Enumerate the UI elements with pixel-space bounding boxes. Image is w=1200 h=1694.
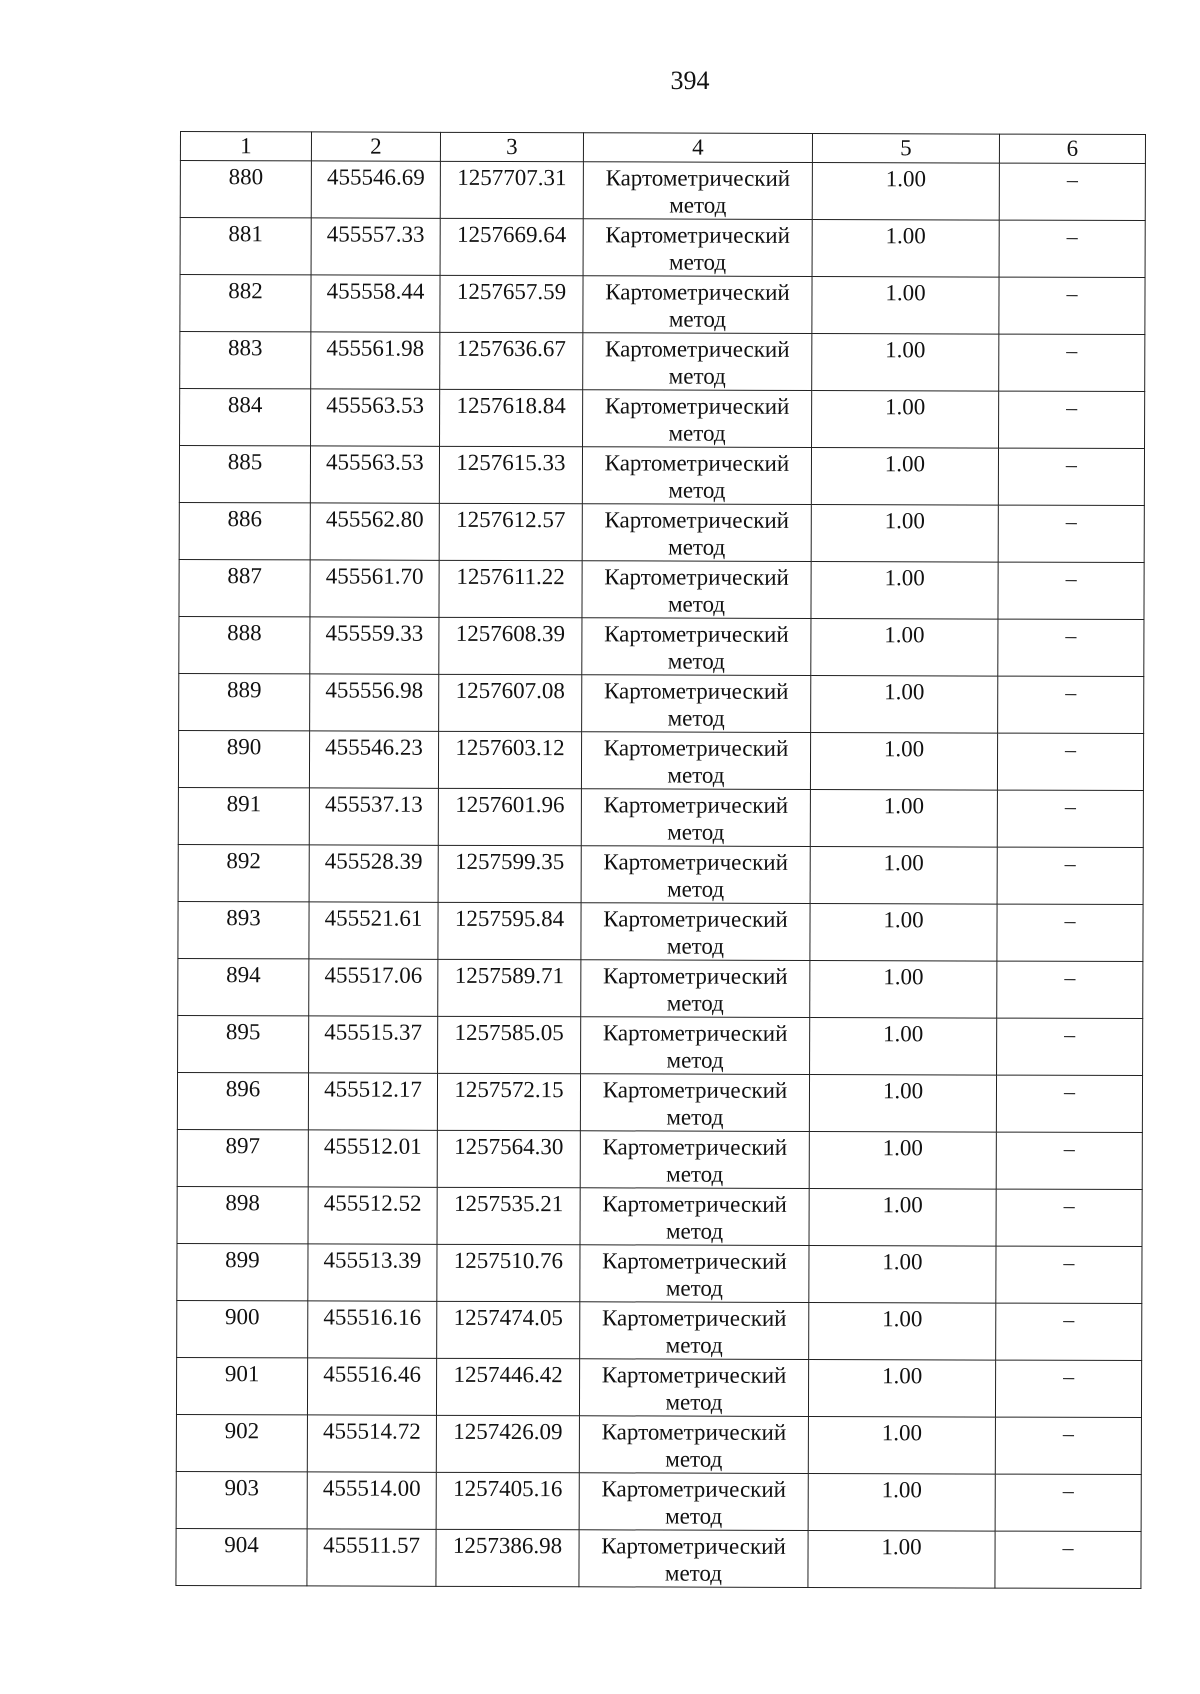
- point-number-cell: 894: [178, 958, 309, 1015]
- accuracy-cell: 1.00: [808, 1416, 995, 1474]
- x-coordinate-cell: 455521.61: [309, 902, 438, 959]
- x-coordinate-cell: 455563.53: [311, 389, 440, 446]
- x-coordinate-cell: 455517.06: [309, 959, 438, 1016]
- page-number: 394: [670, 66, 710, 95]
- y-coordinate-cell: 1257608.39: [439, 617, 582, 674]
- accuracy-cell: 1.00: [810, 846, 997, 904]
- y-coordinate-cell: 1257564.30: [437, 1130, 580, 1187]
- note-cell: –: [996, 1189, 1142, 1246]
- point-number-cell: 900: [177, 1300, 308, 1357]
- x-coordinate-cell: 455515.37: [309, 1016, 438, 1073]
- table-row: [179, 673, 1144, 733]
- method-cell: Картометрический метод: [583, 390, 812, 448]
- y-coordinate-cell: 1257405.16: [436, 1472, 579, 1529]
- x-coordinate-cell: 455546.23: [309, 731, 438, 788]
- note-cell: –: [995, 1531, 1141, 1588]
- accuracy-cell: 1.00: [811, 561, 998, 619]
- table-body: [176, 161, 1145, 1589]
- x-coordinate-cell: 455516.46: [307, 1358, 436, 1415]
- method-cell: Картометрический метод: [580, 1302, 809, 1360]
- table-row: [179, 616, 1144, 676]
- accuracy-cell: 1.00: [808, 1473, 995, 1531]
- x-coordinate-cell: 455557.33: [311, 218, 440, 275]
- accuracy-cell: 1.00: [810, 1017, 997, 1075]
- table-row: [178, 958, 1143, 1018]
- method-cell: Картометрический метод: [582, 675, 811, 733]
- x-coordinate-cell: 455562.80: [310, 503, 439, 560]
- y-coordinate-cell: 1257585.05: [438, 1016, 581, 1073]
- point-number-cell: 884: [180, 389, 311, 446]
- y-coordinate-cell: 1257572.15: [437, 1073, 580, 1130]
- point-number-cell: 902: [176, 1414, 307, 1471]
- x-coordinate-cell: 455512.01: [308, 1130, 437, 1187]
- y-coordinate-cell: 1257601.96: [438, 788, 581, 845]
- note-cell: –: [996, 1075, 1142, 1132]
- point-number-cell: 892: [178, 844, 309, 901]
- x-coordinate-cell: 455559.33: [310, 617, 439, 674]
- table-row: [179, 502, 1144, 562]
- x-coordinate-cell: 455516.16: [308, 1301, 437, 1358]
- note-cell: –: [999, 163, 1145, 220]
- table-row: [178, 901, 1143, 961]
- x-coordinate-cell: 455513.39: [308, 1244, 437, 1301]
- point-number-cell: 882: [180, 275, 311, 332]
- table-row: [180, 275, 1145, 335]
- accuracy-cell: 1.00: [809, 1302, 996, 1360]
- point-number-cell: 903: [176, 1471, 307, 1528]
- method-cell: Картометрический метод: [580, 1131, 809, 1189]
- note-cell: –: [995, 1360, 1141, 1417]
- point-number-cell: 896: [177, 1072, 308, 1129]
- x-coordinate-cell: 455546.69: [311, 161, 440, 218]
- method-cell: Картометрический метод: [580, 1074, 809, 1132]
- note-cell: –: [997, 733, 1143, 790]
- point-number-cell: 901: [176, 1357, 307, 1414]
- y-coordinate-cell: 1257510.76: [437, 1244, 580, 1301]
- column-header: 3: [440, 132, 583, 161]
- x-coordinate-cell: 455512.52: [308, 1187, 437, 1244]
- note-cell: –: [999, 391, 1145, 448]
- point-number-cell: 899: [177, 1243, 308, 1300]
- table-row: [180, 218, 1145, 278]
- note-cell: –: [998, 676, 1144, 733]
- accuracy-cell: 1.00: [809, 1074, 996, 1132]
- point-number-cell: 880: [180, 161, 311, 218]
- method-cell: Картометрический метод: [583, 276, 812, 334]
- table-row: [180, 332, 1145, 392]
- method-cell: Картометрический метод: [582, 618, 811, 676]
- x-coordinate-cell: 455514.72: [307, 1415, 436, 1472]
- y-coordinate-cell: 1257636.67: [440, 332, 583, 389]
- column-header: 1: [180, 132, 311, 161]
- table-row: [178, 1015, 1143, 1075]
- y-coordinate-cell: 1257707.31: [440, 161, 583, 218]
- y-coordinate-cell: 1257426.09: [436, 1415, 579, 1472]
- note-cell: –: [999, 334, 1145, 391]
- note-cell: –: [995, 1474, 1141, 1531]
- point-number-cell: 885: [179, 446, 310, 503]
- table-row: [180, 389, 1145, 449]
- method-cell: Картометрический метод: [582, 504, 811, 562]
- accuracy-cell: 1.00: [810, 789, 997, 847]
- accuracy-cell: 1.00: [812, 333, 999, 391]
- point-number-cell: 886: [179, 502, 310, 559]
- coordinates-table: [175, 131, 1146, 1589]
- x-coordinate-cell: 455512.17: [308, 1073, 437, 1130]
- note-cell: –: [996, 1303, 1142, 1360]
- point-number-cell: 881: [180, 218, 311, 275]
- point-number-cell: 889: [179, 673, 310, 730]
- note-cell: –: [998, 619, 1144, 676]
- y-coordinate-cell: 1257669.64: [440, 218, 583, 275]
- accuracy-cell: 1.00: [810, 903, 997, 961]
- y-coordinate-cell: 1257612.57: [439, 503, 582, 560]
- x-coordinate-cell: 455528.39: [309, 845, 438, 902]
- x-coordinate-cell: 455514.00: [307, 1472, 436, 1529]
- point-number-cell: 895: [178, 1015, 309, 1072]
- note-cell: –: [997, 847, 1143, 904]
- note-cell: –: [999, 220, 1145, 277]
- y-coordinate-cell: 1257618.84: [440, 389, 583, 446]
- y-coordinate-cell: 1257657.59: [440, 275, 583, 332]
- point-number-cell: 898: [177, 1186, 308, 1243]
- point-number-cell: 891: [178, 787, 309, 844]
- table-row: [178, 730, 1143, 790]
- table-row: [177, 1243, 1142, 1303]
- accuracy-cell: 1.00: [811, 618, 998, 676]
- column-header: 2: [311, 132, 440, 161]
- note-cell: –: [995, 1417, 1141, 1474]
- method-cell: Картометрический метод: [579, 1530, 808, 1588]
- method-cell: Картометрический метод: [581, 789, 810, 847]
- note-cell: –: [998, 505, 1144, 562]
- y-coordinate-cell: 1257603.12: [438, 731, 581, 788]
- accuracy-cell: 1.00: [810, 960, 997, 1018]
- method-cell: Картометрический метод: [583, 219, 812, 277]
- accuracy-cell: 1.00: [812, 390, 999, 448]
- method-cell: Картометрический метод: [582, 447, 811, 505]
- method-cell: Картометрический метод: [580, 1188, 809, 1246]
- note-cell: –: [998, 448, 1144, 505]
- method-cell: Картометрический метод: [580, 1245, 809, 1303]
- table-row: [179, 446, 1144, 506]
- note-cell: –: [999, 277, 1145, 334]
- y-coordinate-cell: 1257446.42: [436, 1358, 579, 1415]
- note-cell: –: [997, 961, 1143, 1018]
- note-cell: –: [996, 1132, 1142, 1189]
- accuracy-cell: 1.00: [811, 504, 998, 562]
- x-coordinate-cell: 455511.57: [307, 1529, 436, 1586]
- accuracy-cell: 1.00: [809, 1131, 996, 1189]
- table-row: [177, 1300, 1142, 1360]
- table-row: [176, 1357, 1141, 1417]
- point-number-cell: 890: [178, 730, 309, 787]
- x-coordinate-cell: 455556.98: [310, 674, 439, 731]
- note-cell: –: [998, 562, 1144, 619]
- table-row: [180, 161, 1145, 221]
- y-coordinate-cell: 1257474.05: [437, 1301, 580, 1358]
- y-coordinate-cell: 1257599.35: [438, 845, 581, 902]
- method-cell: Картометрический метод: [579, 1359, 808, 1417]
- table-row: [178, 844, 1143, 904]
- accuracy-cell: 1.00: [812, 162, 999, 220]
- table-row: [177, 1129, 1142, 1189]
- method-cell: Картометрический метод: [581, 846, 810, 904]
- accuracy-cell: 1.00: [808, 1359, 995, 1417]
- table-row: [176, 1528, 1141, 1588]
- y-coordinate-cell: 1257595.84: [438, 902, 581, 959]
- accuracy-cell: 1.00: [808, 1530, 995, 1588]
- point-number-cell: 904: [176, 1528, 307, 1585]
- point-number-cell: 887: [179, 559, 310, 616]
- accuracy-cell: 1.00: [809, 1245, 996, 1303]
- y-coordinate-cell: 1257589.71: [438, 959, 581, 1016]
- accuracy-cell: 1.00: [812, 276, 999, 334]
- method-cell: Картометрический метод: [581, 1017, 810, 1075]
- accuracy-cell: 1.00: [809, 1188, 996, 1246]
- table-row: [177, 1186, 1142, 1246]
- y-coordinate-cell: 1257611.22: [439, 560, 582, 617]
- accuracy-cell: 1.00: [810, 732, 997, 790]
- y-coordinate-cell: 1257615.33: [439, 446, 582, 503]
- point-number-cell: 883: [180, 332, 311, 389]
- table-row: [179, 559, 1144, 619]
- table-row: [177, 1072, 1142, 1132]
- y-coordinate-cell: 1257386.98: [436, 1529, 579, 1586]
- table-header-row: [180, 132, 1145, 164]
- point-number-cell: 888: [179, 616, 310, 673]
- method-cell: Картометрический метод: [583, 162, 812, 220]
- column-header: 6: [999, 134, 1145, 163]
- method-cell: Картометрический метод: [583, 333, 812, 391]
- x-coordinate-cell: 455563.53: [310, 446, 439, 503]
- note-cell: –: [997, 1018, 1143, 1075]
- note-cell: –: [997, 790, 1143, 847]
- table-row: [176, 1471, 1141, 1531]
- method-cell: Картометрический метод: [581, 903, 810, 961]
- x-coordinate-cell: 455558.44: [311, 275, 440, 332]
- method-cell: Картометрический метод: [582, 561, 811, 619]
- column-header: 4: [583, 133, 812, 163]
- accuracy-cell: 1.00: [811, 447, 998, 505]
- table-row: [176, 1414, 1141, 1474]
- x-coordinate-cell: 455561.98: [311, 332, 440, 389]
- method-cell: Картометрический метод: [581, 960, 810, 1018]
- note-cell: –: [996, 1246, 1142, 1303]
- point-number-cell: 897: [177, 1129, 308, 1186]
- column-header: 5: [812, 133, 999, 163]
- note-cell: –: [997, 904, 1143, 961]
- method-cell: Картометрический метод: [581, 732, 810, 790]
- accuracy-cell: 1.00: [811, 675, 998, 733]
- table-row: [178, 787, 1143, 847]
- y-coordinate-cell: 1257535.21: [437, 1187, 580, 1244]
- x-coordinate-cell: 455537.13: [309, 788, 438, 845]
- method-cell: Картометрический метод: [579, 1416, 808, 1474]
- x-coordinate-cell: 455561.70: [310, 560, 439, 617]
- accuracy-cell: 1.00: [812, 219, 999, 277]
- point-number-cell: 893: [178, 901, 309, 958]
- method-cell: Картометрический метод: [579, 1473, 808, 1531]
- y-coordinate-cell: 1257607.08: [439, 674, 582, 731]
